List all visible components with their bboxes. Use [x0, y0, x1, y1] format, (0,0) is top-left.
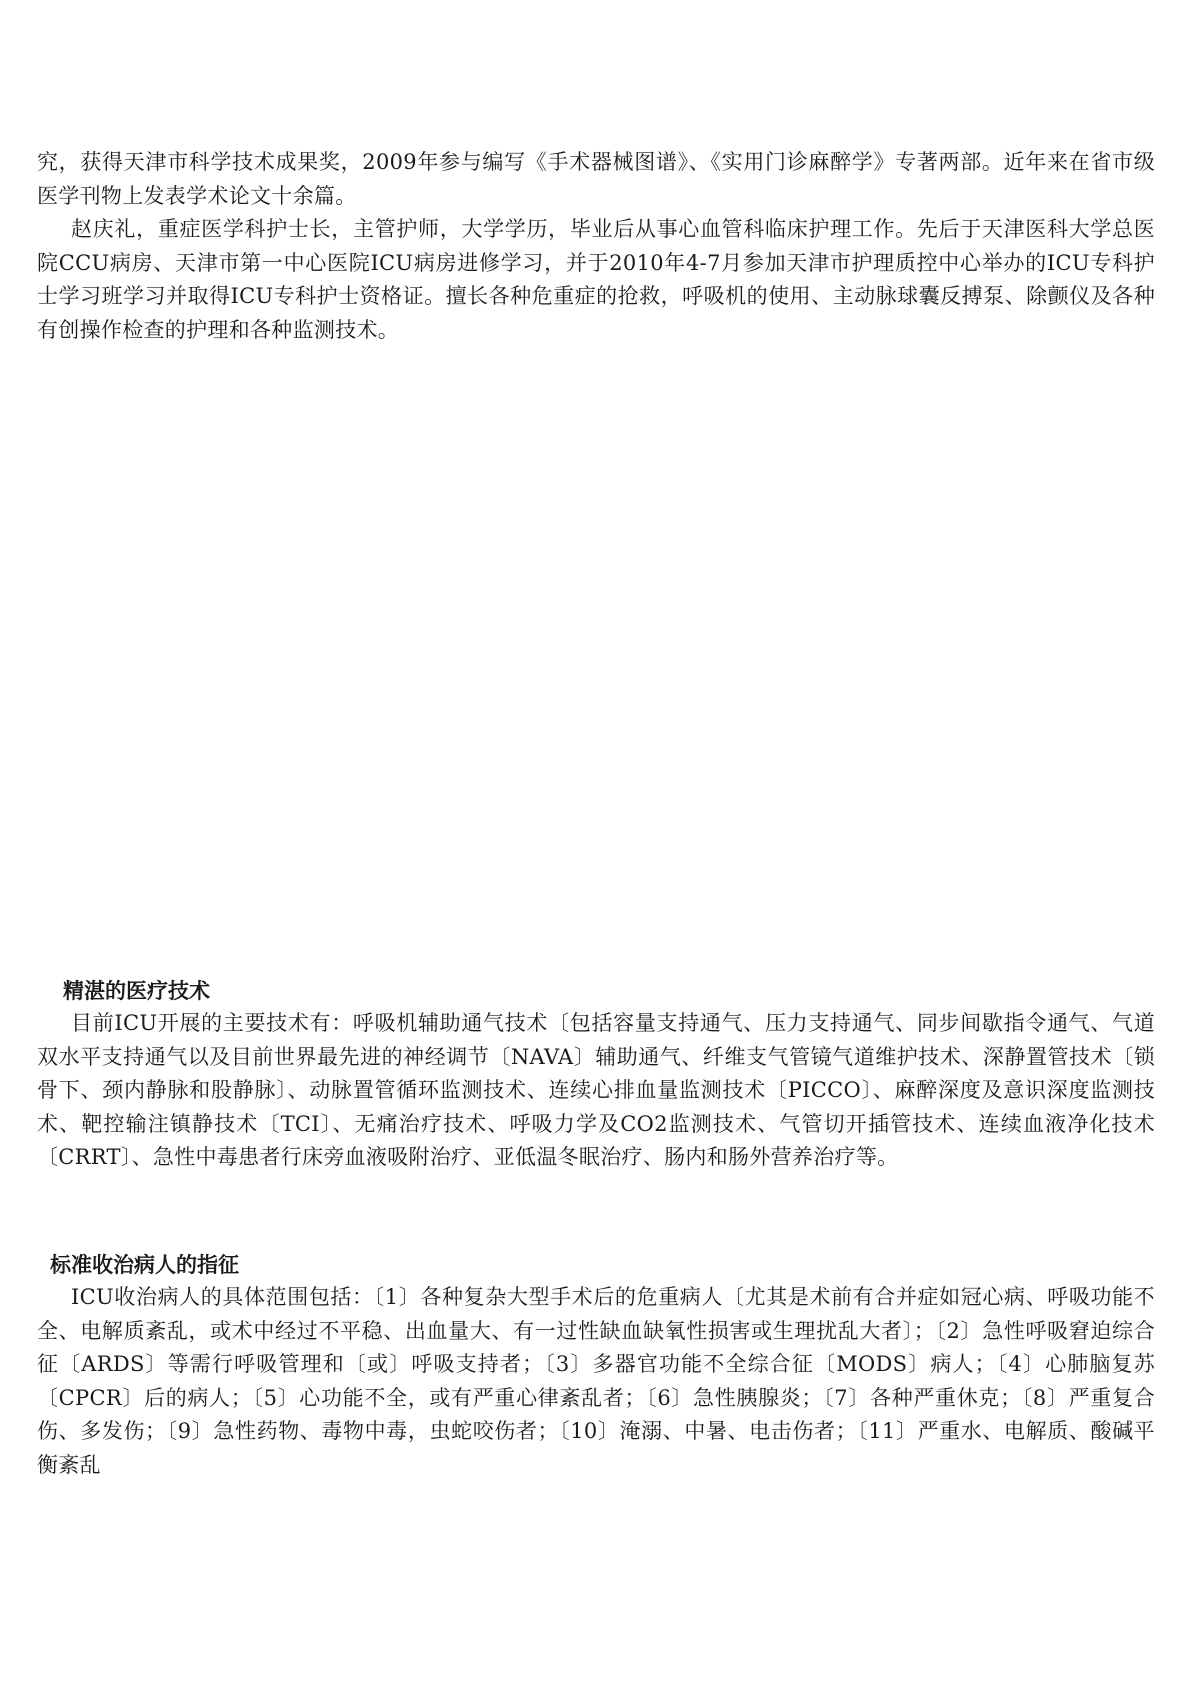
tech-paragraph: 目前ICU开展的主要技术有：呼吸机辅助通气技术〔包括容量支持通气、压力支持通气、同步间歇指令通气、气道双水平支持通气以及目前世界最先进的神经调节〔NAVA〕辅助通气、纤维支气管镜气道维护技术、深静置管技术〔锁骨下、颈内静脉和股静脉〕、动脉置管循环监测技术、连续心排血量监测技术〔PICCO〕、麻醉深度及意识深度监测技术、靶控输注镇静技术〔TCI〕、无痛治疗技术、呼吸力学及CO2监测技术、气管切开插管技术、连续血液净化技术〔CRRT〕、急性中毒患者行床旁血液吸附治疗、亚低温冬眠治疗、肠内和肠外营养治疗等。	[37, 1011, 1155, 1170]
tech-section	[37, 1007, 1155, 1175]
continuation-paragraph: 究，获得天津市科学技术成果奖，2009年参与编写《手术器械图谱》、《实用门诊麻醉学》专著两部。近年来在省市级医学刊物上发表学术论文十余篇。	[37, 150, 1155, 208]
top-section	[37, 146, 1155, 348]
admission-heading: 标准收治病人的指征	[50, 1252, 239, 1277]
admission-paragraph: ICU收治病人的具体范围包括：〔1〕各种复杂大型手术后的危重病人〔尤其是术前有合并症如冠心病、呼吸功能不全、电解质紊乱，或术中经过不平稳、出血量大、有一过性缺血缺氧性损害或生理扰乱大者〕；〔2〕急性呼吸窘迫综合征〔ARDS〕等需行呼吸管理和〔或〕呼吸支持者；〔3〕多器官功能不全综合征〔MODS〕病人；〔4〕心肺脑复苏〔CPCR〕后的病人；〔5〕心功能不全，或有严重心律紊乱者；〔6〕急性胰腺炎；〔7〕各种严重休克；〔8〕严重复合伤、多发伤；〔9〕急性药物、毒物中毒，虫蛇咬伤者；〔10〕淹溺、中暑、电击伤者；〔11〕严重水、电解质、酸碱平衡紊乱	[37, 1285, 1155, 1477]
tech-heading: 精湛的医疗技术	[63, 978, 210, 1003]
bio-zhao-paragraph: 赵庆礼，重症医学科护士长，主管护师，大学学历，毕业后从事心血管科临床护理工作。先后于天津医科大学总医院CCU病房、天津市第一中心医院ICU病房进修学习，并于2010年4-7月参加天津市护理质控中心举办的ICU专科护士学习班学习并取得ICU专科护士资格证。擅长各种危重症的抢救，呼吸机的使用、主动脉球囊反搏泵、除颤仪及各种有创操作检查的护理和各种监测技术。	[37, 217, 1155, 342]
admission-section	[37, 1281, 1155, 1483]
